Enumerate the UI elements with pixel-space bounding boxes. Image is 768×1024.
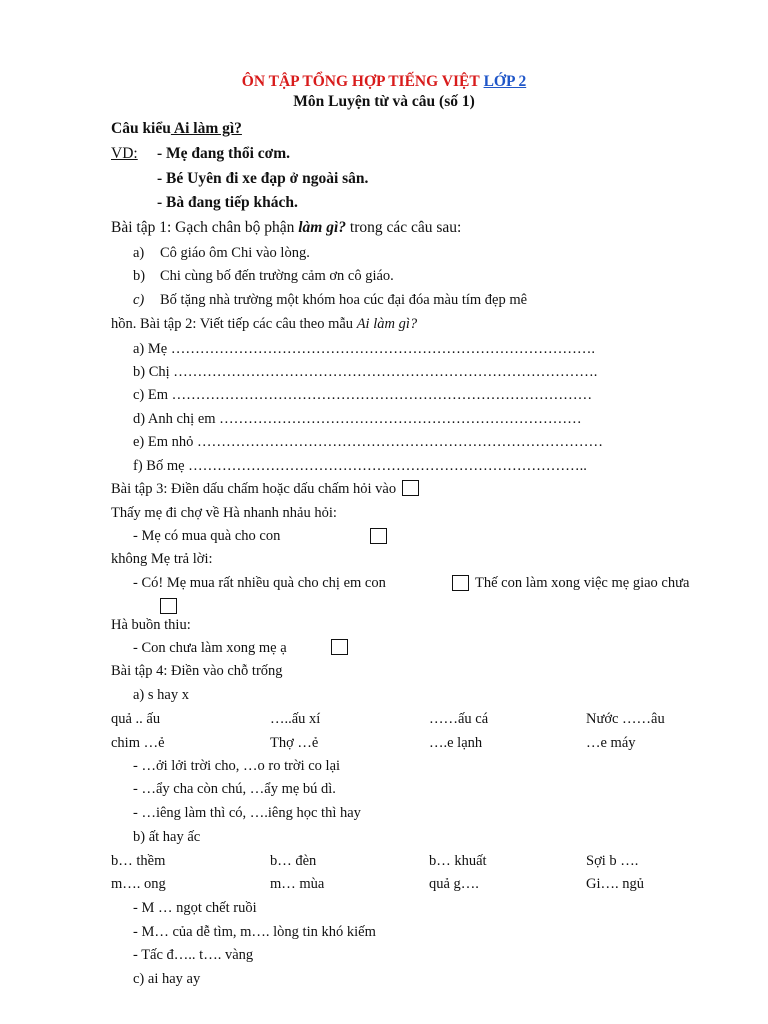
fill-cell[interactable]: m… mùa	[270, 876, 325, 892]
exercise3-line: - Con chưa làm xong mẹ ạ	[133, 640, 287, 656]
example-line: - Bà đang tiếp khách.	[157, 194, 298, 211]
proverb-line[interactable]: - …ởi lởi trời cho, …o ro trời co lại	[133, 758, 341, 774]
exercise1-item	[133, 244, 144, 262]
fill-cell[interactable]: m…. ong	[111, 876, 166, 892]
example-label: VD:	[111, 145, 138, 162]
example-line: - Bé Uyên đi xe đạp ở ngoài sân.	[157, 170, 369, 187]
answer-box[interactable]	[370, 528, 387, 544]
answer-box[interactable]	[452, 575, 469, 591]
exercise3-line: Thấy mẹ đi chợ về Hà nhanh nhảu hỏi:	[111, 505, 337, 521]
exercise3-heading-text: Bài tập 3: Điền dấu chấm hoặc dấu chấm hỏi vào	[111, 481, 397, 497]
pattern-heading	[111, 120, 242, 138]
fill-cell[interactable]: quả .. ấu	[111, 711, 161, 727]
title-grade-link[interactable]: LỚP 2	[483, 73, 527, 90]
exercise1-heading-a: Bài tập 1: Gạch chân bộ phận	[111, 219, 299, 236]
exercise2-line[interactable]: b) Chị …………………………………………………………………………….	[133, 364, 598, 380]
exercise1-item	[133, 291, 144, 309]
fill-cell[interactable]: chim …ẻ	[111, 735, 165, 751]
fill-cell[interactable]: …..ấu xí	[270, 711, 321, 727]
title-main: ÔN TẬP TỔNG HỢP TIẾNG VIỆT	[241, 73, 480, 90]
exercise3-line: không Mẹ trả lời:	[111, 551, 213, 567]
fill-cell[interactable]: b… khuất	[429, 853, 487, 869]
fill-cell[interactable]: Gi…. ngủ	[586, 876, 644, 892]
exercise3-line: Thế con làm xong việc mẹ giao chưa	[475, 575, 690, 591]
exercise2-pattern: Ai làm gì?	[356, 316, 418, 332]
exercise1-heading-c: trong các câu sau:	[346, 219, 462, 236]
pattern-prefix: Câu kiểu	[111, 120, 171, 137]
exercise1-heading-b: làm gì?	[298, 219, 347, 236]
page-subtitle: Môn Luyện từ và câu (số 1)	[293, 93, 475, 110]
exercise3-line: - Mẹ có mua quà cho con	[133, 528, 281, 544]
exercise2-line[interactable]: c) Em ……………………………………………………………………………	[133, 387, 593, 403]
proverb-line[interactable]: - …iêng làm thì có, ….iêng học thì hay	[133, 805, 361, 821]
proverb-line[interactable]: - M… của dễ tìm, m…. lòng tin khó kiếm	[133, 924, 376, 940]
proverb-line[interactable]: - …ẩy cha còn chú, …ẩy mẹ bú dì.	[133, 781, 336, 797]
exercise1-item-text: Bố tặng nhà trường một khóm hoa cúc đại đóa màu tím đẹp mê	[160, 292, 528, 308]
fill-cell[interactable]: …e máy	[586, 735, 636, 751]
exercise1-heading	[111, 219, 461, 237]
pattern-name: Ai làm gì?	[170, 120, 242, 137]
fill-cell[interactable]: Thợ …ẻ	[270, 735, 319, 751]
exercise4-part-label: c) ai hay ay	[133, 971, 201, 987]
fill-cell[interactable]: quả g….	[429, 876, 479, 892]
fill-cell[interactable]: ….e lạnh	[429, 735, 483, 751]
exercise4-part-label: b) ất hay ấc	[133, 829, 201, 845]
proverb-line[interactable]: - Tấc đ….. t…. vàng	[133, 947, 254, 963]
fill-cell[interactable]: ……ấu cá	[429, 711, 489, 727]
item-label: a)	[133, 245, 145, 261]
exercise2-lead: hồn. Bài tập 2: Viết tiếp các câu theo mẫu	[111, 316, 357, 332]
fill-cell[interactable]: b… thềm	[111, 853, 166, 869]
exercise1-item-text: Chi cùng bố đến trường cảm ơn cô giáo.	[160, 268, 394, 284]
fill-cell[interactable]: Nước ……âu	[586, 711, 665, 727]
fill-cell[interactable]: Sợi b ….	[586, 853, 639, 869]
exercise3-heading	[111, 480, 419, 498]
example-line: - Mẹ đang thổi cơm.	[157, 145, 290, 162]
answer-box[interactable]	[331, 639, 348, 655]
exercise1-item	[133, 267, 145, 285]
exercise1-item-text: Cô giáo ôm Chi vào lòng.	[160, 245, 310, 261]
item-label: b)	[133, 268, 146, 284]
exercise2-line[interactable]: e) Em nhỏ …………………………………………………………………………	[133, 434, 604, 450]
exercise3-line: Hà buồn thiu:	[111, 617, 191, 633]
exercise4-part-label: a) s hay x	[133, 687, 189, 703]
exercise3-line: - Có! Mẹ mua rất nhiều quà cho chị em con	[133, 575, 386, 591]
item-label: c)	[133, 292, 145, 308]
answer-box[interactable]	[160, 598, 177, 614]
fill-cell[interactable]: b… đèn	[270, 853, 317, 869]
exercise4-heading: Bài tập 4: Điền vào chỗ trống	[111, 663, 283, 679]
answer-box[interactable]	[402, 480, 419, 496]
exercise2-line[interactable]: a) Mẹ …………………………………………………………………………….	[133, 341, 595, 357]
exercise2-line[interactable]: d) Anh chị em …………………………………………………………………	[133, 411, 582, 427]
page-title	[0, 73, 768, 91]
proverb-line[interactable]: - M … ngọt chết ruồi	[133, 900, 257, 916]
exercise2-line[interactable]: f) Bố mẹ ………………………………………………………………………..	[133, 458, 587, 474]
exercise2-heading	[111, 315, 417, 333]
